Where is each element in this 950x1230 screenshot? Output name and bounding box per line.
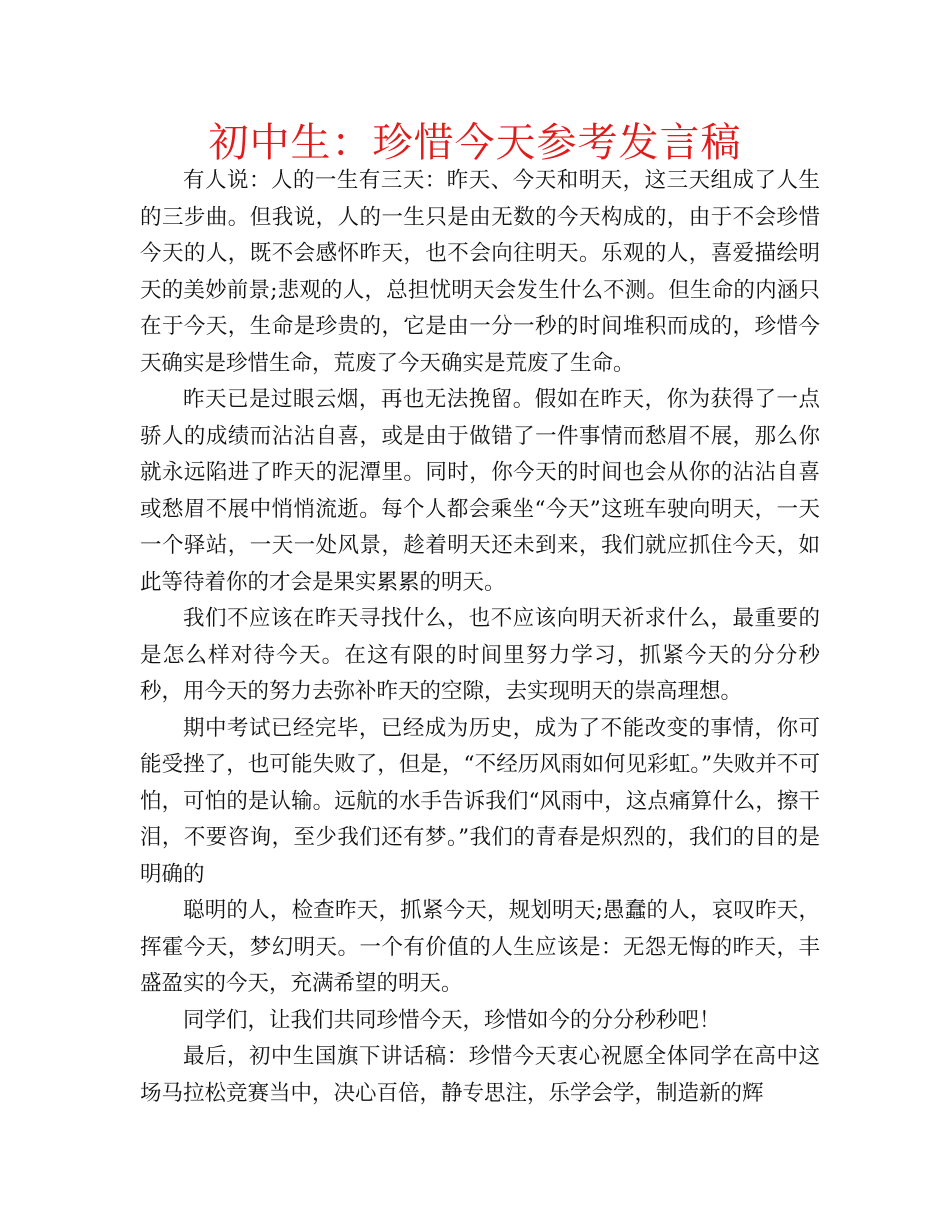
document-title: 初中生：珍惜今天参考发言稿: [208, 120, 742, 166]
paragraph: 有人说：人的一生有三天：昨天、今天和明天，这三天组成了人生的三步曲。但我说，人的一生只是由无数的今天构成的，由于不会珍惜今天的人，既不会感怀昨天，也不会向往明天。乐观的人，喜爱描绘明天的美妙前景;悲观的人，总担忧明天会发生什么不测。但生命的内涵只在于今天，生命是珍贵的，它是由一分一秒的时间堆积而成的，珍惜今天确实是珍惜生命，荒废了今天确实是荒废了生命。: [140, 168, 820, 376]
paragraph: 聪明的人，检查昨天，抓紧今天，规划明天;愚蠢的人，哀叹昨天，挥霍今天，梦幻明天。一个有价值的人生应该是：无怨无悔的昨天，丰盛盈实的今天，充满希望的明天。: [140, 898, 820, 996]
paragraph: 最后，初中生国旗下讲话稿：珍惜今天衷心祝愿全体同学在高中这场马拉松竞赛当中，决心百倍，静专思注，乐学会学，制造新的辉: [140, 1044, 820, 1106]
paragraph: 昨天已是过眼云烟，再也无法挽留。假如在昨天，你为获得了一点骄人的成绩而沾沾自喜，或是由于做错了一件事情而愁眉不展，那么你就永远陷进了昨天的泥潭里。同时，你今天的时间也会从你的沾沾自喜或愁眉不展中悄悄流逝。每个人都会乘坐“今天”这班车驶向明天，一天一个驿站，一天一处风景，趁着明天还未到来，我们就应抓住今天，如此等待着你的才会是果实累累的明天。: [140, 387, 820, 595]
document-body: [140, 163, 820, 1112]
paragraph: 我们不应该在昨天寻找什么，也不应该向明天祈求什么，最重要的是怎么样对待今天。在这有限的时间里努力学习，抓紧今天的分分秒秒，用今天的努力去弥补昨天的空隙，去实现明天的崇高理想。: [140, 606, 820, 704]
paragraph: 同学们，让我们共同珍惜今天，珍惜如今的分分秒秒吧！: [183, 1007, 721, 1033]
paragraph: 期中考试已经完毕，已经成为历史，成为了不能改变的事情，你可能受挫了，也可能失败了，但是，“不经历风雨如何见彩虹。”失败并不可怕，可怕的是认输。远航的水手告诉我们“风雨中，这点痛算什么，擦干泪，不要咨询，至少我们还有梦。”我们的青春是炽烈的，我们的目的是明确的: [140, 715, 820, 887]
